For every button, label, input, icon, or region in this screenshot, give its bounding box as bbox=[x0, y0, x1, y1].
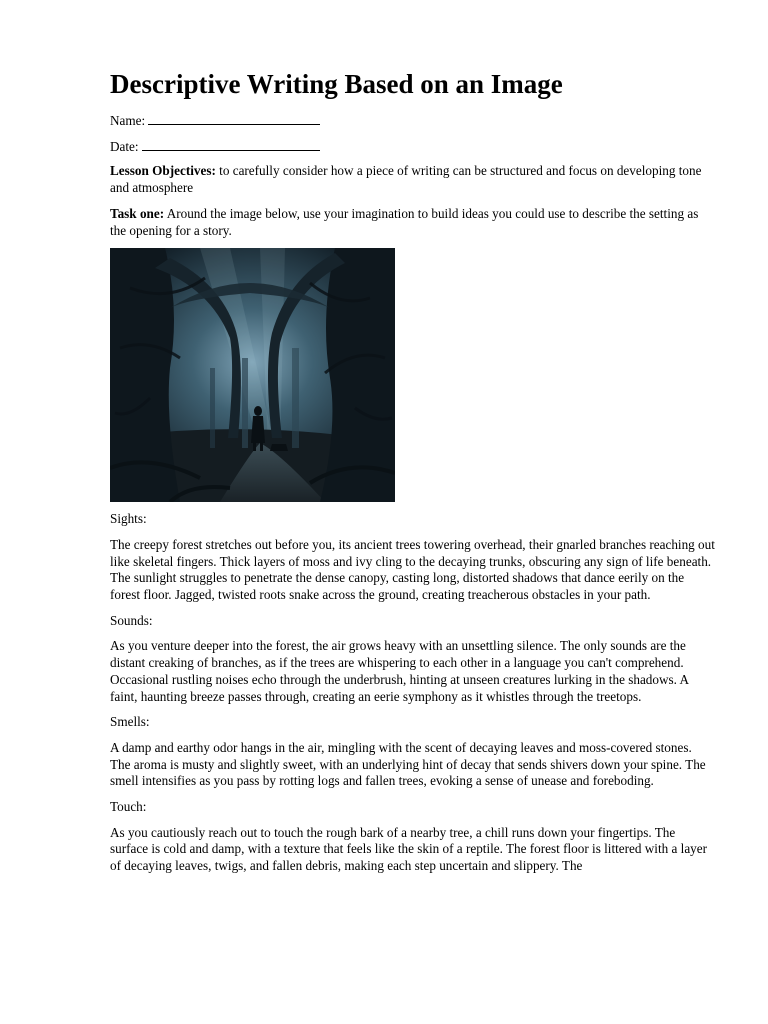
page-title: Descriptive Writing Based on an Image bbox=[110, 69, 563, 99]
sounds-heading: Sounds: bbox=[110, 612, 153, 628]
objectives-text: to carefully consider how a piece of writing can be structured and focus on developing tone and atmosphere bbox=[110, 163, 702, 196]
task-text: Around the image below, use your imagination to build ideas you could use to describe the setting as the opening for a story. bbox=[110, 205, 699, 238]
name-field bbox=[110, 112, 715, 130]
date-field bbox=[110, 138, 715, 156]
lesson-objectives bbox=[110, 163, 715, 196]
name-blank-line[interactable] bbox=[148, 112, 320, 125]
objectives-label: Lesson Objectives: bbox=[110, 163, 216, 179]
sounds-body: As you venture deeper into the forest, the air grows heavy with an unsettling silence. The only sounds are the distant creaking of branches, as if the trees are whispering to each other in a language you can't comprehend. Occasional rustling noises echo through the underbrush, hinting at unseen creatures lurking in the shadows. A faint, haunting breeze passes through, creating an eerie symphony as it whistles through the treetops. bbox=[110, 638, 689, 704]
document-content bbox=[110, 66, 715, 884]
touch-heading: Touch: bbox=[110, 799, 147, 815]
date-label: Date: bbox=[110, 138, 139, 154]
task-label: Task one: bbox=[110, 205, 165, 221]
sights-body: The creepy forest stretches out before you, its ancient trees towering overhead, their gnarled branches reaching out like skeletal fingers. Thick layers of moss and ivy cling to the decaying trunks, obscuring any sign of life beneath. The sunlight struggles to penetrate the dense canopy, casting long, distorted shadows that dance eerily on the forest floor. Jagged, twisted roots snake across the ground, creating treacherous obstacles in your path. bbox=[110, 536, 715, 603]
sights-heading: Sights: bbox=[110, 511, 147, 527]
task-one bbox=[110, 206, 715, 239]
smells-body: A damp and earthy odor hangs in the air, mingling with the scent of decaying leaves and moss-covered stones. The aroma is musty and slightly sweet, with an underlying hint of decay that sends shivers down your spine. The smell intensifies as you pass by rotting logs and fallen trees, evoking a sense of unease and foreboding. bbox=[110, 739, 706, 789]
smells-heading: Smells: bbox=[110, 714, 150, 730]
date-blank-line[interactable] bbox=[142, 138, 320, 151]
forest-image bbox=[110, 248, 395, 502]
touch-body: As you cautiously reach out to touch the rough bark of a nearby tree, a chill runs down your fingertips. The surface is cold and damp, with a texture that feels like the skin of a reptile. The forest floor is littered with a layer of decaying leaves, twigs, and fallen debris, making each step uncertain and slippery. The bbox=[110, 824, 708, 874]
name-label: Name: bbox=[110, 113, 146, 128]
